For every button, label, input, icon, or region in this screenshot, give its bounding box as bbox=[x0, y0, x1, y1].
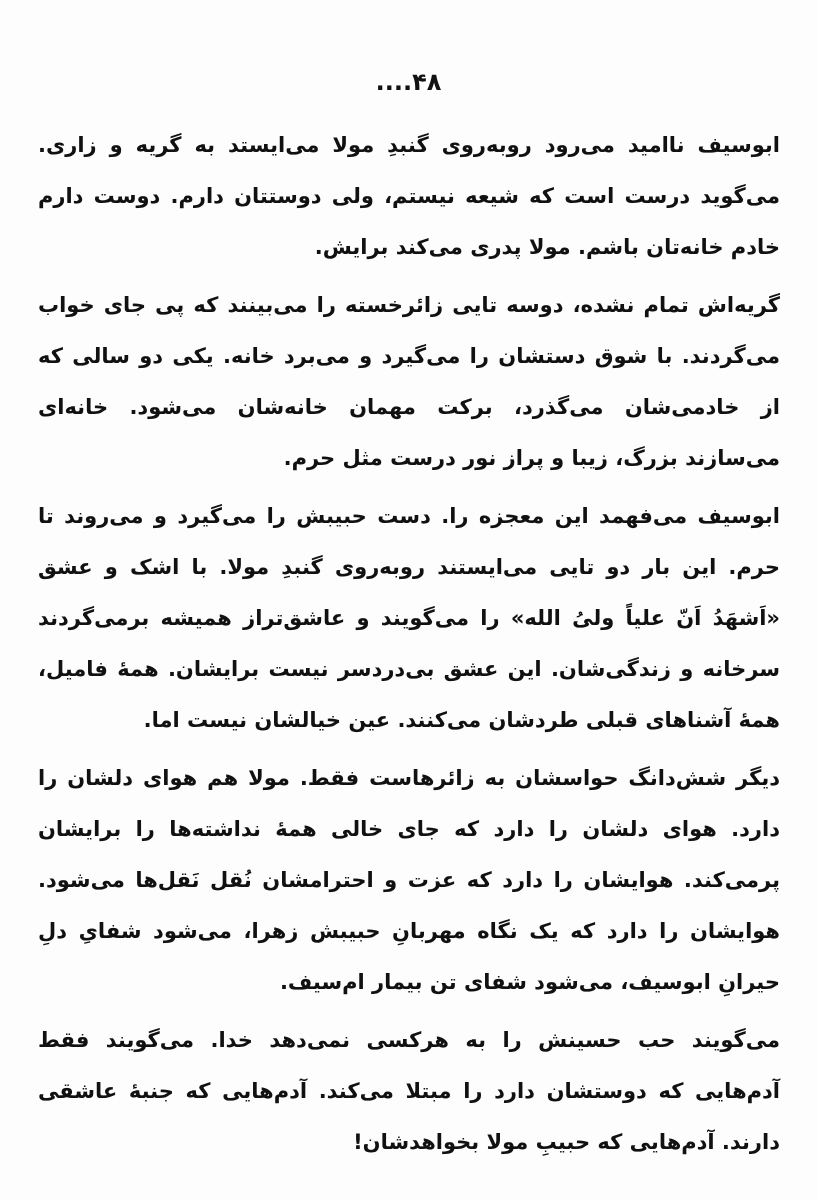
body-text bbox=[38, 120, 780, 1175]
paragraph-3: ابوسیف می‌فهمد این معجزه را. دست حبیبش را می‌گیرد و می‌روند تا حرم. این بار دو تایی می‌ایستند روبه‌روی گنبدِ مولا. با اشک و عشق «اَشهَدُ اَنّ علیاً ولیُ الله» را می‌گویند و عاشق‌تراز همیشه برمی‌گردند سرخانه و زندگی‌شان. این عشق بی‌دردسر نیست برایشان. همهٔ فامیل، همهٔ آشناهای قبلی طردشان می‌کنند. عین خیالشان نیست اما. bbox=[38, 504, 780, 732]
paragraph-5: می‌گویند حب حسینش را به هرکسی نمی‌دهد خدا. می‌گویند فقط آدم‌هایی که دوستشان دارد را مبتلا می‌کند. آدم‌هایی که جنبهٔ عاشقی دارند. آدم‌هایی که حبیبِ مولا بخواهدشان! bbox=[38, 1028, 780, 1154]
paragraph-4: دیگر شش‌دانگ حواسشان به زائرهاست فقط. مولا هم هوای دلشان را دارد. هوای دلشان را دارد که جای خالی همهٔ نداشته‌ها را برایشان پرمی‌کند. هوایشان را دارد که عزت و احترامشان نُقل نَقل‌ها می‌شود. هوایشان را دارد که یک نگاه مهربانِ حبیبش زهرا، می‌شود شفایِ دلِ حیرانِ ابوسیف، می‌شود شفای تن بیمار ام‌سیف. bbox=[38, 766, 780, 994]
page-number-dots: .... bbox=[375, 68, 413, 96]
page-number-value: ۴۸ bbox=[412, 68, 442, 96]
paragraph-1: ابوسیف ناامید می‌رود روبه‌روی گنبدِ مولا می‌ایستد به گریه و زاری. می‌گوید درست است که شیعه نیستم، ولی دوستتان دارم. دوست دارم خادم خانه‌تان باشم. مولا پدری می‌کند برایش. bbox=[38, 133, 780, 259]
page-number bbox=[0, 68, 817, 96]
paragraph-2: گریه‌اش تمام نشده، دوسه تایی زائرخسته را می‌بینند که پی جای خواب می‌گردند. با شوق دستشان را می‌گیرد و می‌برد خانه. یکی دو سالی که از خادمی‌شان می‌گذرد، برکت مهمان خانه‌شان می‌شود. خانه‌ای می‌سازند بزرگ، زیبا و پراز نور درست مثل حرم. bbox=[38, 293, 780, 470]
